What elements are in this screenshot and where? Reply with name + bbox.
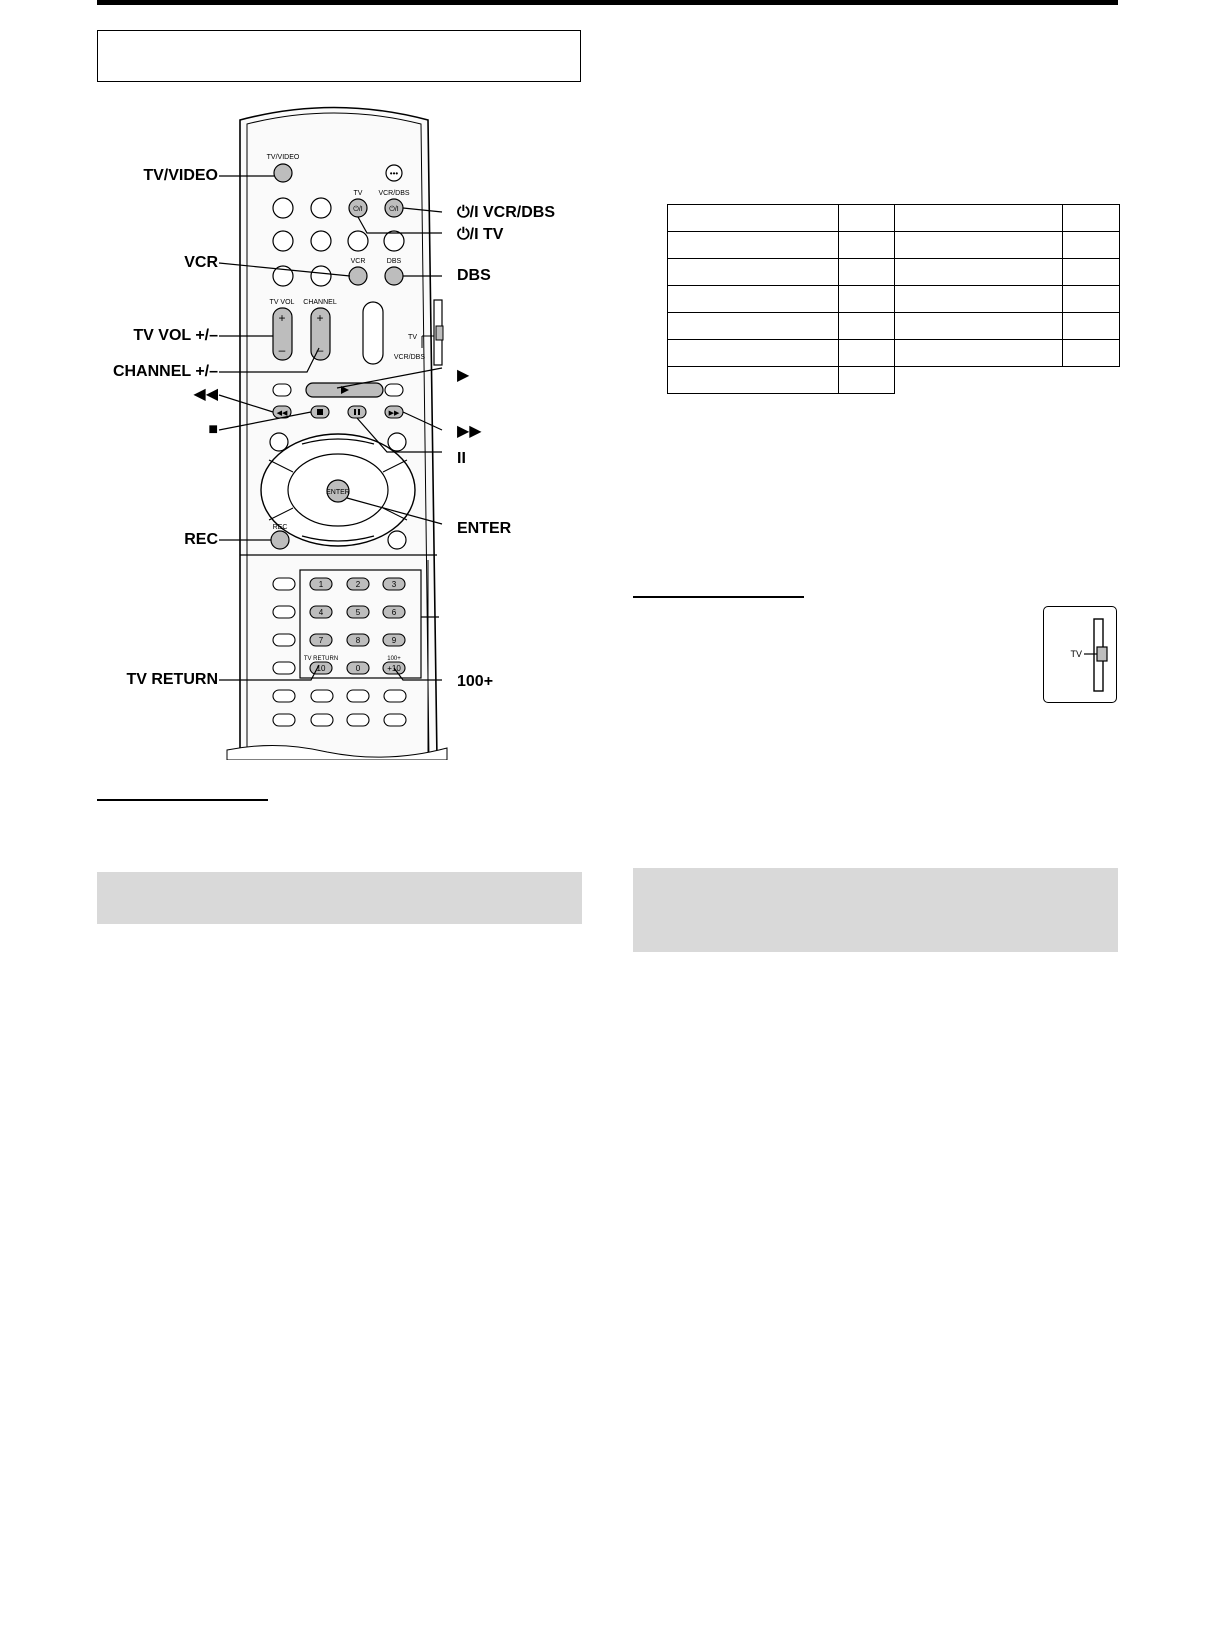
- play-label: ▶: [457, 367, 470, 384]
- vcr-dbs-caption: VCR/DBS: [378, 190, 410, 197]
- svg-text:⏻/I: ⏻/I: [389, 206, 399, 213]
- table-cell: [668, 205, 839, 232]
- tv-return-caption: TV RETURN: [303, 656, 339, 662]
- switch-inset: [1043, 606, 1117, 703]
- dbs-label: DBS: [457, 267, 491, 284]
- ffwd-label: ▶▶: [457, 423, 482, 440]
- rewind-label: ◀◀: [193, 386, 218, 403]
- tv-vol-label: TV VOL +/–: [133, 327, 218, 344]
- vcr-label: VCR: [184, 254, 218, 271]
- svg-text:◀◀: ◀◀: [276, 410, 288, 417]
- vcr-button: [349, 267, 367, 285]
- switch-inset-label: TV: [1070, 649, 1082, 659]
- digit-key-label: 4: [318, 608, 324, 617]
- enter-caption: ENTER: [326, 489, 350, 496]
- enter-label: ENTER: [457, 520, 512, 537]
- pause-label: II: [457, 450, 466, 467]
- svg-text:–: –: [278, 343, 286, 357]
- svg-text:▶▶: ▶▶: [388, 410, 400, 417]
- channel-caption: CHANNEL: [303, 299, 337, 306]
- svg-text:•••: •••: [389, 169, 399, 178]
- heading-box-left: [97, 872, 582, 924]
- digit-key-label: 1: [318, 580, 324, 589]
- digit-key-label: 2: [355, 580, 361, 589]
- digit-key-label: 9: [391, 636, 397, 645]
- digit-key-label: 10: [316, 664, 326, 673]
- digit-key-label: +10: [387, 664, 401, 673]
- oval-button: [363, 302, 383, 364]
- rec-button: [271, 531, 289, 549]
- table-cell: [895, 205, 1063, 232]
- digit-key-label: 0: [355, 664, 361, 673]
- switch-tv-caption: TV: [408, 334, 417, 341]
- top-rule: [97, 0, 1118, 5]
- digit-key-label: 7: [318, 636, 324, 645]
- rec-label: REC: [184, 531, 218, 548]
- tv-return-label: TV RETURN: [126, 671, 218, 688]
- digit-key-label: 3: [391, 580, 397, 589]
- tv-video-button: [274, 164, 292, 182]
- channel-label: CHANNEL +/–: [112, 363, 218, 380]
- tv-video-label: TV/VIDEO: [143, 167, 218, 184]
- power-vcr-dbs-label: ⏻/I VCR/DBS: [457, 204, 555, 221]
- svg-text:+: +: [278, 311, 286, 325]
- digit-key-label: 5: [355, 608, 361, 617]
- dbs-caption: DBS: [386, 258, 402, 265]
- stop-label: ■: [208, 421, 218, 438]
- rec-caption: REC: [272, 524, 288, 531]
- svg-text:+: +: [316, 311, 324, 325]
- switch-vcr-dbs-caption: VCR/DBS: [393, 354, 425, 361]
- section-underline-left: [97, 799, 268, 801]
- hundred-plus-caption: 100+: [387, 656, 401, 662]
- switch-knob: [1097, 647, 1107, 661]
- digit-key-label: 8: [355, 636, 361, 645]
- pause-button: [348, 406, 366, 418]
- heading-box-right: [633, 868, 1118, 952]
- vcr-caption: VCR: [350, 258, 366, 265]
- hundred-plus-label: 100+: [457, 673, 494, 690]
- code-table: [667, 204, 1120, 394]
- tv-video-caption: TV/VIDEO: [266, 154, 300, 161]
- tv-vcr-switch-knob: [436, 326, 443, 340]
- table-cell: [1063, 205, 1120, 232]
- power-tv-label: ⏻/I TV: [457, 226, 504, 243]
- section-underline-right: [633, 596, 804, 598]
- title-box: [97, 30, 581, 82]
- dbs-button: [385, 267, 403, 285]
- digit-key-label: 6: [391, 608, 397, 617]
- tv-vol-caption: TV VOL: [269, 299, 295, 306]
- table-cell: [839, 205, 895, 232]
- svg-text:–: –: [316, 343, 324, 357]
- svg-text:⏻/I: ⏻/I: [353, 206, 363, 213]
- tv-caption: TV: [353, 190, 363, 197]
